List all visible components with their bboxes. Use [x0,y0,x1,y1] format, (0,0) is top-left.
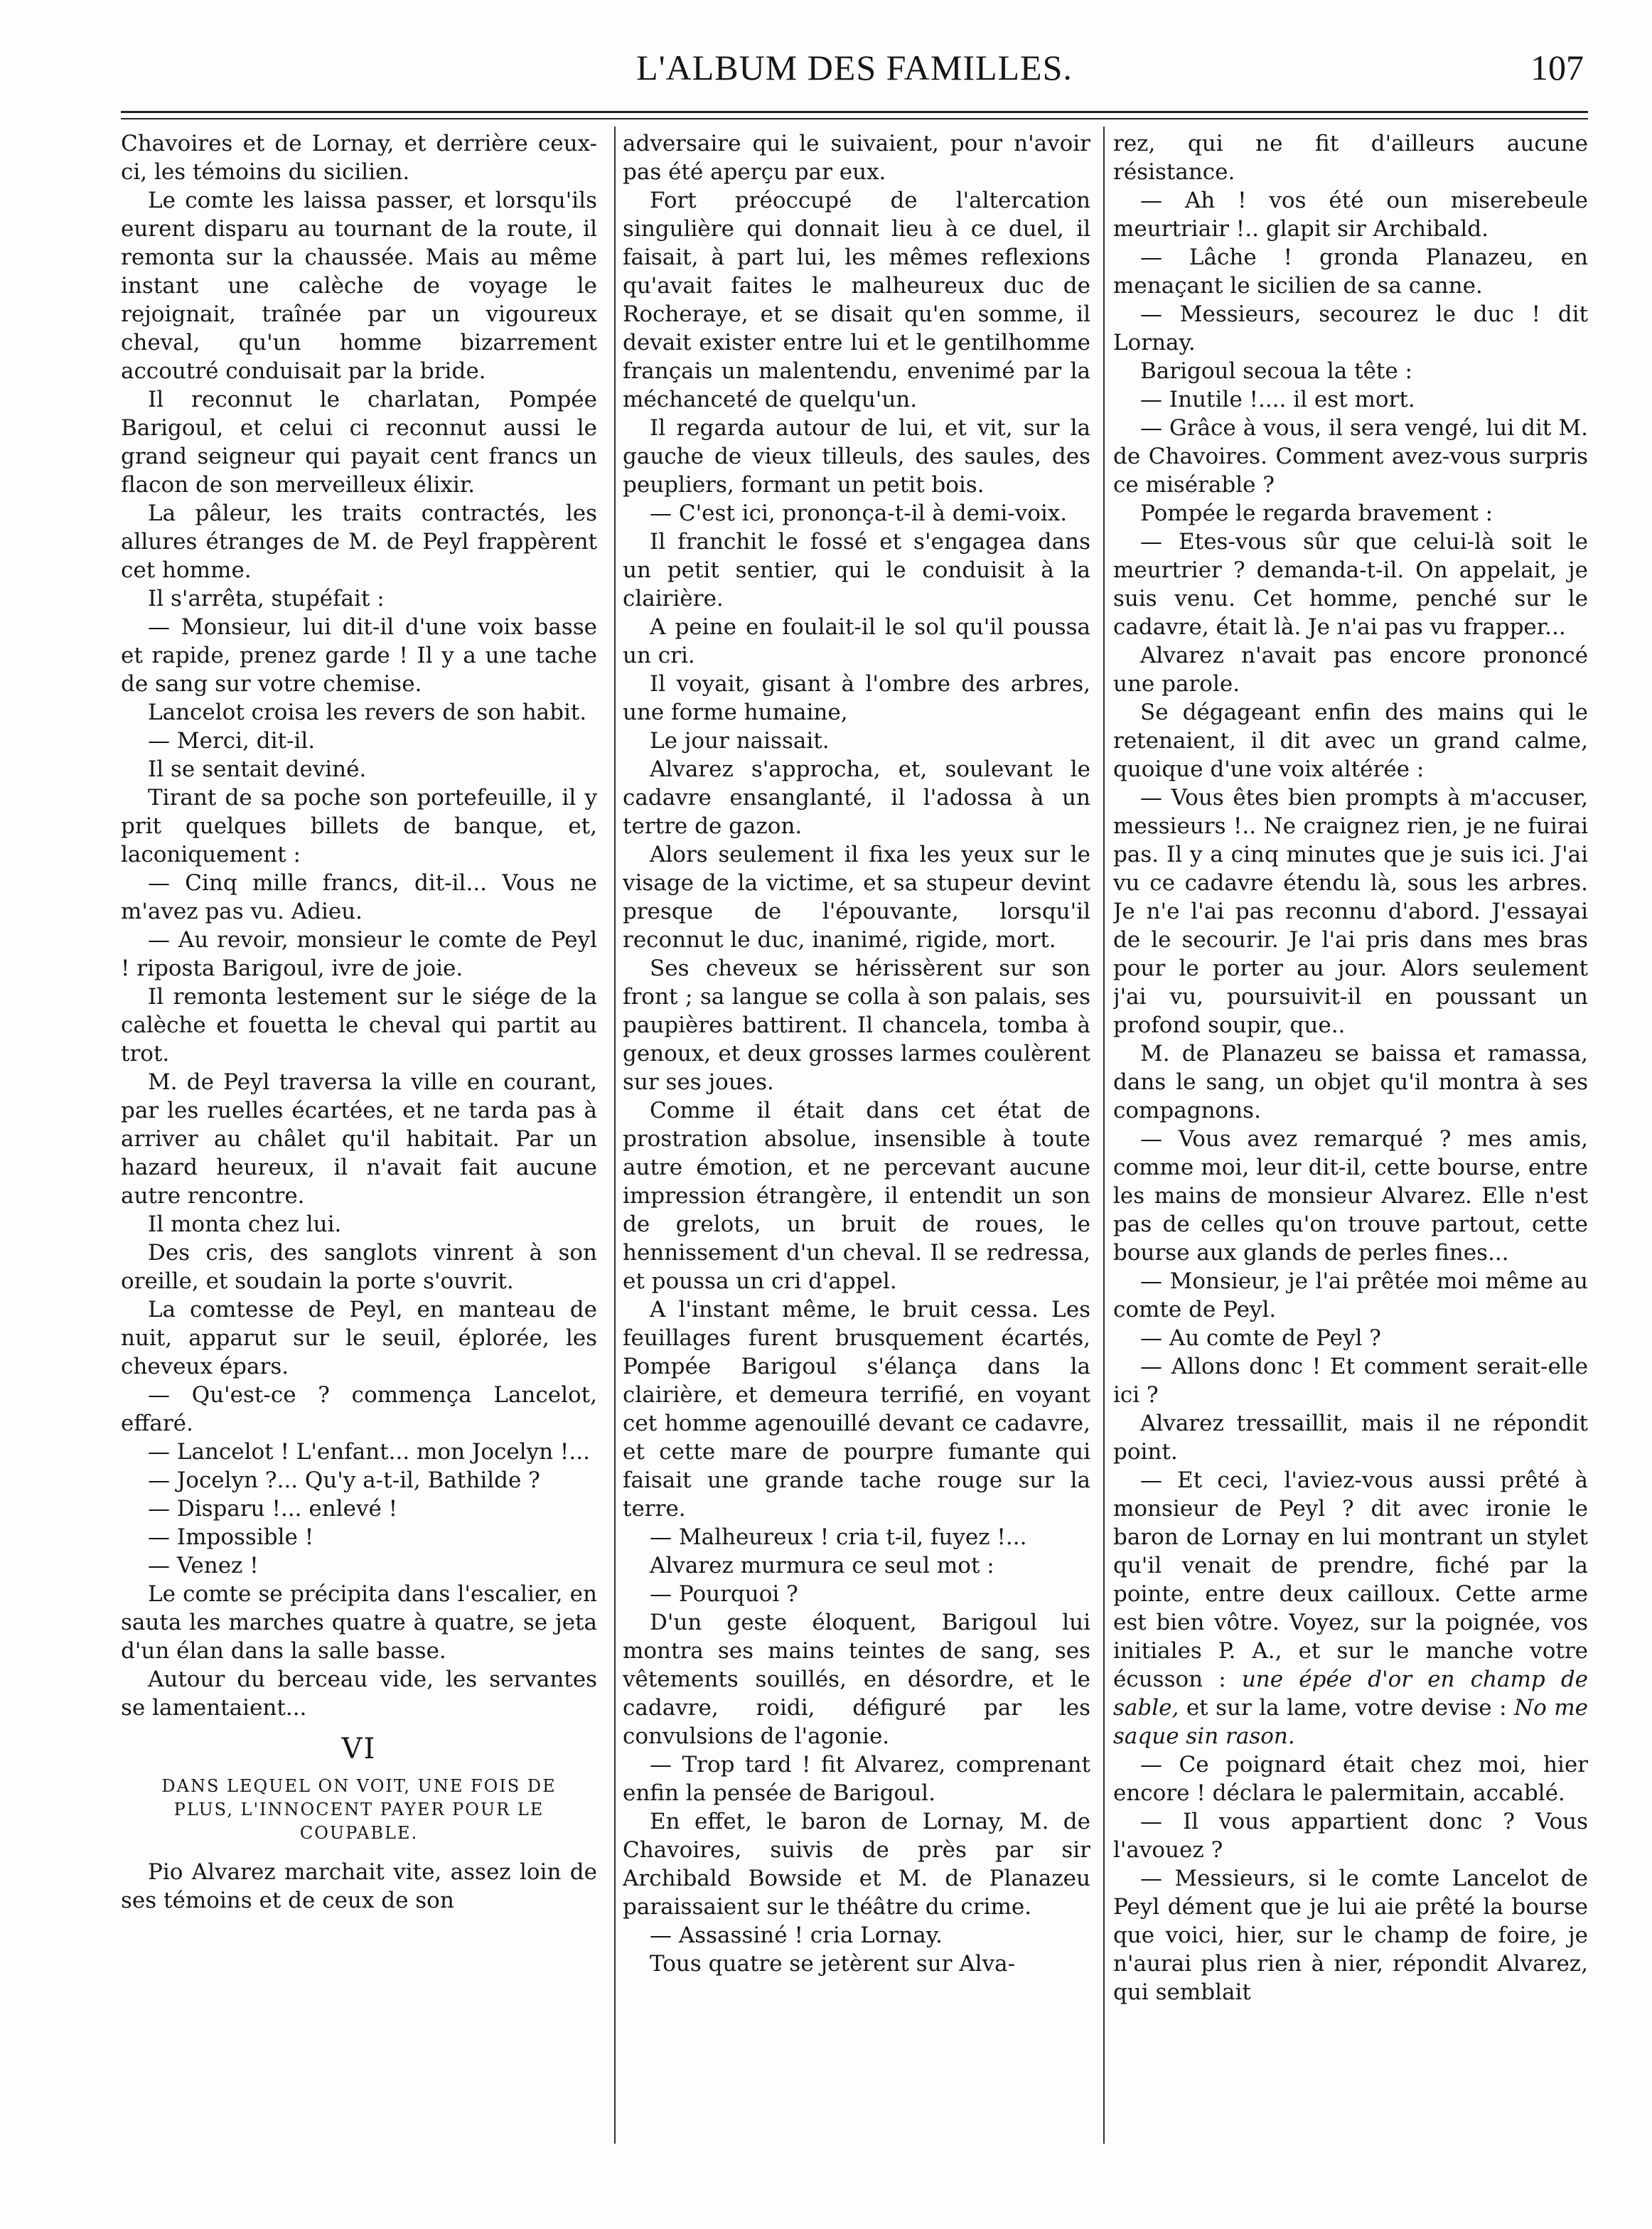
paragraph: — Impossible ! [148,1524,314,1550]
paragraph: — Lâche ! gronda Planazeu, en menaçant le sicilien de sa canne. [1113,245,1588,299]
paragraph: — Ce poignard était chez moi, hier encore ! déclara le palermitain, accablé. [1113,1752,1588,1806]
paragraph: — Merci, dit-il. [148,728,316,754]
paragraph: Il monta chez lui. [148,1212,342,1237]
paragraph: Alvarez n'avait pas encore prononcé une parole. [1113,643,1588,697]
paragraph: — Qu'est-ce ? commença Lancelot, effaré. [121,1382,597,1436]
paragraph: — Allons donc ! Et comment serait-elle ici ? [1113,1354,1588,1408]
paragraph: D'un geste éloquent, Barigoul lui montra ses mains teintes de sang, ses vêtements souillés, en désordre, et le cadavre, roidi, défiguré par les convulsions de l'agonie. [623,1610,1090,1749]
text-column-1 [121,129,597,2145]
paragraph: Fort préoccupé de l'altercation singulière qui donnait lieu à ce duel, il faisait, à part lui, les mêmes reflexions qu'avait faites le malheureux duc de Rocheraye, et se disait qu'en somme, il devait exister entre lui et le gentilhomme français un malentendu, envenimé par la méchanceté de quelqu'un. [623,188,1090,412]
paragraph: Il s'arrêta, stupéfait : [148,586,385,611]
header-rule-thin [121,118,1588,119]
paragraph: Alvarez murmura ce seul mot : [650,1553,994,1578]
paragraph: Chavoires et de Lornay, et derrière ceux-ci, les témoins du sicilien. [121,131,597,185]
paragraph: Se dégageant enfin des mains qui le retenaient, il dit avec un grand calme, quoique d'une voix altérée : [1113,700,1588,782]
column-divider [1103,127,1105,2144]
paragraph: — C'est ici, prononça-t-il à demi-voix. [650,501,1068,526]
paragraph: Le jour naissait. [650,728,830,754]
paragraph: Le comte les laissa passer, et lorsqu'ils eurent disparu au tournant de la route, il remonta sur la chaussée. Mais au même instant une calèche de voyage le rejoignait, traînée par un vigoureux cheval, qu'un homme bizarrement accoutré conduisait par la bride. [121,188,597,384]
paragraph: Lancelot croisa les revers de son habit. [148,700,587,725]
paragraph: Pompée le regarda bravement : [1140,501,1493,526]
paragraph: Le comte se précipita dans l'escalier, en sauta les marches quatre à quatre, se jeta d'un élan dans la salle basse. [121,1581,597,1664]
paragraph: Il remonta lestement sur le siége de la calèche et fouetta le cheval qui partit au trot. [121,984,597,1067]
motto-italic: No me saque sin rason. [1113,1695,1588,1749]
paragraph: — Et ceci, l'aviez-vous aussi prêté à monsieur de Peyl ? dit avec ironie le baron de Lornay en lui montrant un stylet qu'il venait de prendre, fiché par la pointe, entre deux cailloux. Cette arme est bien vôtre. Voyez, sur la poignée, vos initiales P. A., et sur le manche votre écusson : une épée d'or en champ de sable, et sur la lame, votre devise : No me saque sin rason. [1113,1468,1588,1749]
text-column-3 [1113,129,1588,2145]
paragraph: La pâleur, les traits contractés, les allures étranges de M. de Peyl frappèrent cet homme. [121,501,597,583]
header-rule [121,111,1588,113]
paragraph: — Trop tard ! fit Alvarez, comprenant enfin la pensée de Barigoul. [623,1752,1090,1806]
paragraph: Il reconnut le charlatan, Pompée Barigoul, et celui ci reconnut aussi le grand seigneur qui payait cent francs un flacon de son merveilleux élixir. [121,387,597,498]
paragraph: — Etes-vous sûr que celui-là soit le meurtrier ? demanda-t-il. On appelait, je suis venu. Cet homme, penché sur le cadavre, était là. Je n'ai pas vu frapper... [1113,529,1588,640]
paragraph: Il regarda autour de lui, et vit, sur la gauche de vieux tilleuls, des saules, des peupliers, formant un petit bois. [623,415,1090,498]
paragraph: Alvarez s'approcha, et, soulevant le cadavre ensanglanté, il l'adossa à un tertre de gazon. [623,757,1090,839]
column-3-paragraphs [1113,129,1588,2006]
paragraph: Il franchit le fossé et s'engagea dans un petit sentier, qui le conduisit à la clairière. [623,529,1090,611]
paragraph: La comtesse de Peyl, en manteau de nuit, apparut sur le seuil, éplorée, les cheveux épars. [121,1297,597,1379]
paragraph: — Monsieur, lui dit-il d'une voix basse et rapide, prenez garde ! Il y a une tache de sang sur votre chemise. [121,614,597,697]
paragraph: Alors seulement il fixa les yeux sur le visage de la victime, et sa stupeur devint presque de l'épouvante, lorsqu'il reconnut le duc, inanimé, rigide, mort. [623,842,1090,953]
paragraph: — Vous avez remarqué ? mes amis, comme moi, leur dit-il, cette bourse, entre les mains de monsieur Alvarez. Elle n'est pas de celles qu'on trouve partout, cette bourse aux glands de perles fines... [1113,1126,1588,1266]
paragraph: — Malheureux ! cria t-il, fuyez !... [650,1524,1027,1550]
paragraph: — Inutile !.... il est mort. [1140,387,1415,412]
page-number: 107 [1530,48,1584,87]
paragraph: Tous quatre se jetèrent sur Alva- [650,1951,1016,1977]
paragraph: Il voyait, gisant à l'ombre des arbres, une forme humaine, [623,671,1090,725]
paragraph: — Ah ! vos été oun miserebeule meurtriair !.. glapit sir Archibald. [1113,188,1588,242]
paragraph: rez, qui ne fit d'ailleurs aucune résistance. [1113,131,1588,185]
paragraph: — Il vous appartient donc ? Vous l'avouez ? [1113,1809,1588,1863]
paragraph: — Lancelot ! L'enfant... mon Jocelyn !... [148,1439,590,1465]
paragraph: — Grâce à vous, il sera vengé, lui dit M. de Chavoires. Comment avez-vous surpris ce misérable ? [1113,415,1588,498]
paragraph: A peine en foulait-il le sol qu'il poussa un cri. [623,614,1090,668]
paragraph: Comme il était dans cet état de prostration absolue, insensible à toute autre émotion, et ne percevant aucune impression étrangère, il entendit un son de grelots, un bruit de roues, le hennissement d'un cheval. Il se redressa, et poussa un cri d'appel. [623,1098,1090,1294]
paragraph: — Jocelyn ?... Qu'y a-t-il, Bathilde ? [148,1468,540,1493]
paragraph: adversaire qui le suivaient, pour n'avoir pas été aperçu par eux. [623,131,1090,185]
paragraph: En effet, le baron de Lornay, M. de Chavoires, suivis de près par sir Archibald Bowside et M. de Planazeu paraissaient sur le théâtre du crime. [623,1809,1090,1920]
paragraph: — Vous êtes bien prompts à m'accuser, messieurs !.. Ne craignez rien, je ne fuirai pas. Il y a cinq minutes que je suis ici. J'ai vu ce cadavre étendu là, sous les arbres. Je n'e l'ai pas reconnu d'abord. J'essayai de le secourir. Je l'ai pris dans mes bras pour le porter au jour. Alors seulement j'ai vu, poursuivit-il en poussant un profond soupir, que.. [1113,785,1588,1038]
paragraph: Ses cheveux se hérissèrent sur son front ; sa langue se colla à son palais, ses paupières battirent. Il chancela, tomba à genoux, et deux grosses larmes coulèrent sur ses joues. [623,956,1090,1095]
paragraph: — Au comte de Peyl ? [1140,1325,1381,1351]
paragraph: — Disparu !... enlevé ! [148,1496,398,1522]
paragraph: Il se sentait deviné. [148,757,367,782]
paragraph: — Messieurs, si le comte Lancelot de Peyl dément que je lui aie prêté la bourse que voici, hier, sur le champ de foire, je n'aurai plus rien à nier, répondit Alvarez, qui semblait [1113,1866,1588,2005]
paragraph: Barigoul secoua la tête : [1140,358,1412,384]
paragraph: — Assassiné ! cria Lornay. [650,1923,943,1948]
running-title: L'ALBUM DES FAMILLES. [636,48,1073,87]
paragraph: Autour du berceau vide, les servantes se lamentaient... [121,1667,597,1721]
paragraph: — Venez ! [148,1553,259,1578]
paragraph: — Pourquoi ? [650,1581,798,1607]
paragraph: M. de Planazeu se baissa et ramassa, dans le sang, un objet qu'il montra à ses compagnons. [1113,1041,1588,1123]
column-1-after-heading [121,1858,597,1915]
chapter-title: DANS LEQUEL ON VOIT, UNE FOIS DE PLUS, L'INNOCENT PAYER POUR LE COUPABLE. [161,1776,557,1843]
column-divider [614,127,616,2144]
chapter-number: VI [341,1733,377,1765]
paragraph: — Messieurs, secourez le duc ! dit Lornay. [1113,301,1588,356]
column-1-paragraphs [121,129,597,1722]
paragraph: Tirant de sa poche son portefeuille, il y prit quelques billets de banque, et, laconiquement : [121,785,597,867]
blazon-italic: une épée d'or en champ de sable, [1113,1667,1588,1721]
page-header [121,44,1588,94]
paragraph: — Cinq mille francs, dit-il... Vous ne m'avez pas vu. Adieu. [121,870,597,924]
paragraph: A l'instant même, le bruit cessa. Les feuillages furent brusquement écartés, Pompée Barigoul s'élança dans la clairière, et demeura terrifié, en voyant cet homme agenouillé devant ce cadavre, et cette mare de pourpre fumante qui faisait une grande tache rouge sur la terre. [623,1297,1090,1522]
text-column-2 [623,129,1090,2145]
column-2-paragraphs [623,129,1090,1978]
paragraph: — Au revoir, monsieur le comte de Peyl ! riposta Barigoul, ivre de joie. [121,927,597,981]
paragraph: Pio Alvarez marchait vite, assez loin de ses témoins et de ceux de son [121,1859,597,1913]
paragraph: M. de Peyl traversa la ville en courant, par les ruelles écartées, et ne tarda pas à arriver au châlet qu'il habitait. Par un hazard heureux, il n'avait fait aucune autre rencontre. [121,1069,597,1209]
paragraph: Alvarez tressaillit, mais il ne répondit point. [1113,1411,1588,1465]
blazon-tail: et sur la lame, votre devise : [1179,1695,1514,1721]
paragraph: — Monsieur, je l'ai prêtée moi même au comte de Peyl. [1113,1268,1588,1322]
paragraph: Des cris, des sanglots vinrent à son oreille, et soudain la porte s'ouvrit. [121,1240,597,1294]
